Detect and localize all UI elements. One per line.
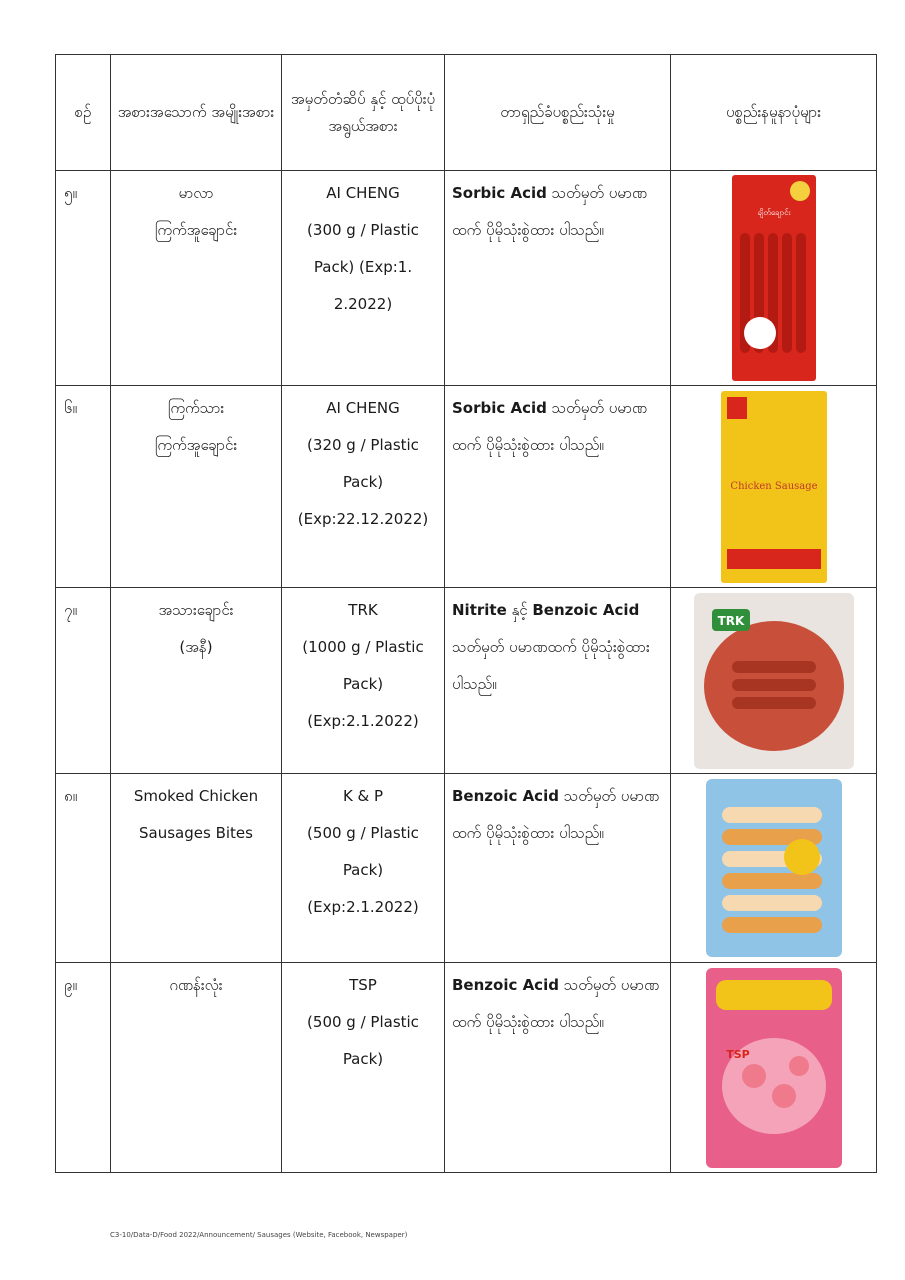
finding-text: သတ်မှတ် ပမာဏထက် ပိုမိုသုံးစွဲထား ပါသည်။ bbox=[452, 184, 648, 239]
brand-line: AI CHENG bbox=[326, 399, 400, 417]
header-brand-pack: အမှတ်တံဆိပ် နှင့် ထုပ်ပိုးပုံ အရွယ်အစား bbox=[282, 55, 445, 171]
food-name bbox=[111, 774, 282, 963]
food-name bbox=[111, 963, 282, 1173]
brand-pack bbox=[282, 588, 445, 774]
header-sample: ပစ္စည်းနမူနာပုံများ bbox=[671, 55, 877, 171]
brand-line: AI CHENG bbox=[326, 184, 400, 202]
row-number: ၈။ bbox=[56, 774, 111, 963]
brand-line: (Exp:2.1.2022) bbox=[307, 898, 419, 916]
finding-join: နှင့် bbox=[506, 601, 533, 619]
brand-line: 2.2022) bbox=[333, 295, 393, 313]
brand-line: Pack) bbox=[342, 675, 384, 693]
pack-label: Chicken Sausage bbox=[729, 480, 818, 492]
sausage-pack-image bbox=[704, 777, 844, 959]
brand-line: TSP bbox=[349, 976, 377, 994]
finding bbox=[445, 588, 671, 774]
sample-photo-cell bbox=[671, 588, 877, 774]
header-no: စဉ် bbox=[56, 55, 111, 171]
food-name-line: (အနီ) bbox=[179, 638, 213, 656]
food-name bbox=[111, 588, 282, 774]
row-number: ၉။ bbox=[56, 963, 111, 1173]
brand-pack bbox=[282, 774, 445, 963]
brand-line: Pack) bbox=[342, 1050, 384, 1068]
sausage-pack-image bbox=[704, 966, 844, 1170]
pack-label: TSP bbox=[725, 1047, 750, 1061]
brand-line: (500 g / Plastic bbox=[307, 1013, 419, 1031]
sample-photo-cell bbox=[671, 963, 877, 1173]
food-name bbox=[111, 386, 282, 588]
chemical-name: Benzoic Acid bbox=[452, 787, 559, 805]
row-number: ၆။ bbox=[56, 386, 111, 588]
finding-text: သတ်မှတ် ပမာဏထက် ပိုမိုသုံးစွဲထား ပါသည်။ bbox=[452, 399, 648, 454]
brand-line: Pack) bbox=[342, 861, 384, 879]
sample-photo-cell bbox=[671, 386, 877, 588]
food-name-line: ကြက်အူချောင်း bbox=[154, 221, 238, 239]
brand-line: (1000 g / Plastic bbox=[302, 638, 424, 656]
table-row bbox=[56, 963, 877, 1173]
sausage-pack-image bbox=[719, 389, 829, 585]
header-food-type: အစားအသောက် အမျိုးအစား bbox=[111, 55, 282, 171]
sausage-pack-image bbox=[730, 173, 818, 383]
header-findings: တာရှည်ခံပစ္စည်းသုံးမှု bbox=[445, 55, 671, 171]
pack-label: TRK bbox=[717, 613, 744, 628]
table-row bbox=[56, 774, 877, 963]
finding-text: သတ်မှတ် ပမာဏထက် ပိုမိုသုံးစွဲထား ပါသည်။ bbox=[452, 787, 660, 842]
chemical-name: Nitrite bbox=[452, 601, 507, 619]
brand-line: Pack) bbox=[342, 473, 384, 491]
brand-pack bbox=[282, 386, 445, 588]
finding bbox=[445, 171, 671, 386]
row-number: ၇။ bbox=[56, 588, 111, 774]
food-name-line: ကြက်အူချောင်း bbox=[154, 436, 238, 454]
row-number: ၅။ bbox=[56, 171, 111, 386]
header-row bbox=[56, 55, 877, 171]
table-row bbox=[56, 386, 877, 588]
finding bbox=[445, 963, 671, 1173]
sausage-pack-image bbox=[692, 591, 856, 771]
food-name-line: Sausages Bites bbox=[139, 824, 253, 842]
finding bbox=[445, 386, 671, 588]
food-name-line: Smoked Chicken bbox=[133, 787, 259, 805]
brand-line: (500 g / Plastic bbox=[307, 824, 419, 842]
brand-line: Pack) (Exp:1. bbox=[313, 258, 413, 276]
pack-label: ချိတ်ချောင်း bbox=[756, 208, 791, 217]
food-name bbox=[111, 171, 282, 386]
food-name-line: ဂဏန်းလုံး bbox=[169, 976, 223, 994]
finding bbox=[445, 774, 671, 963]
brand-line: TRK bbox=[348, 601, 378, 619]
brand-line: (300 g / Plastic bbox=[307, 221, 419, 239]
food-name-line: ကြက်သား bbox=[167, 399, 225, 417]
table-row bbox=[56, 588, 877, 774]
brand-line: (Exp:22.12.2022) bbox=[297, 510, 429, 528]
brand-line: (320 g / Plastic bbox=[307, 436, 419, 454]
finding-text: သတ်မှတ် ပမာဏထက် ပိုမိုသုံးစွဲထား ပါသည်။ bbox=[452, 638, 650, 693]
sausage-findings-table bbox=[55, 54, 877, 1173]
table-row bbox=[56, 171, 877, 386]
brand-pack bbox=[282, 171, 445, 386]
sample-photo-cell bbox=[671, 774, 877, 963]
food-name-line: မာလာ bbox=[178, 184, 214, 202]
brand-line: K & P bbox=[342, 787, 384, 805]
chemical-name: Benzoic Acid bbox=[452, 976, 559, 994]
food-name-line: အသားချောင်း bbox=[158, 601, 234, 619]
chemical-name-2: Benzoic Acid bbox=[532, 601, 640, 619]
sample-photo-cell bbox=[671, 171, 877, 386]
brand-pack bbox=[282, 963, 445, 1173]
finding-text: သတ်မှတ် ပမာဏထက် ပိုမိုသုံးစွဲထား ပါသည်။ bbox=[452, 976, 660, 1031]
chemical-name: Sorbic Acid bbox=[452, 399, 547, 417]
chemical-name: Sorbic Acid bbox=[452, 184, 547, 202]
footer-path: C3-10/Data-D/Food 2022/Announcement/ Sausages (Website, Facebook, Newspaper) bbox=[110, 1231, 408, 1239]
brand-line: (Exp:2.1.2022) bbox=[307, 712, 419, 730]
